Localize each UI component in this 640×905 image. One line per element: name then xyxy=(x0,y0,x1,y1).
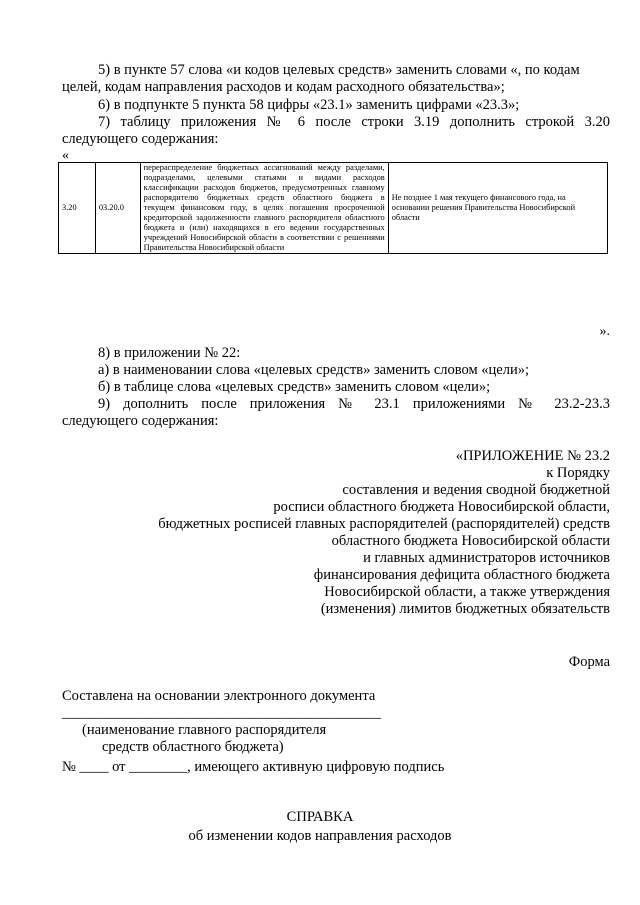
amendment-5-line-1: 5) в пункте 57 слова «и кодов целевых средств» заменить словами «, по кодам xyxy=(98,62,580,78)
row-number: 3.20 xyxy=(59,163,96,254)
table-close-quote: ». xyxy=(599,324,610,339)
table-open-quote: « xyxy=(62,148,69,163)
appendix-line: к Порядку xyxy=(546,465,610,481)
amendment-5-line-2: целей, кодам направления расходов и кодам расходного обязательства»; xyxy=(62,79,505,95)
amendment-9-line-2: следующего содержания: xyxy=(62,413,219,429)
amendment-table xyxy=(58,162,608,254)
amendment-6: 6) в подпункте 5 пункта 58 цифры «23.1» заменить цифрами «23.3»; xyxy=(98,97,520,113)
appendix-line: бюджетных росписей главных распорядителей (распорядителей) средств xyxy=(158,516,610,532)
appendix-line: областного бюджета Новосибирской области xyxy=(331,533,610,549)
basis-number-line: № ____ от ________, имеющего активную цифровую подпись xyxy=(62,759,445,775)
appendix-heading: «ПРИЛОЖЕНИЕ № 23.2 xyxy=(455,448,610,464)
amendment-7-line-1: 7) таблицу приложения № 6 после строки 3.19 дополнить строкой 3.20 xyxy=(98,114,610,130)
basis-caption: (наименование главного распорядителя xyxy=(82,722,327,738)
appendix-line: Новосибирской области, а также утверждения xyxy=(324,584,610,600)
form-label: Форма xyxy=(568,654,610,670)
basis-blank-line: ____________________________________________ xyxy=(62,705,381,721)
row-description: перераспределение бюджетных ассигнований между разделами, подразделами, целевыми статьями и видами расходов классификации расходов бюджетов, предусмотренных главному распорядителю бюджетных средств областного бюджета в текущем финансовом году, в целях погашения просроченной кредиторской задолженности главного распорядителя областного бюджета и (или) находящихся в его ведении государственных учреждений Новосибирской области в соответствии с решениями Правительства Новосибирской области xyxy=(140,163,388,254)
amendment-8a: а) в наименовании слова «целевых средств» заменить словом «цели»; xyxy=(98,362,529,378)
appendix-line: составления и ведения сводной бюджетной xyxy=(342,482,610,498)
basis-line: Составлена на основании электронного документа xyxy=(62,688,376,704)
basis-caption: средств областного бюджета) xyxy=(102,739,284,755)
amendment-7-line-2: следующего содержания: xyxy=(62,131,219,147)
table-row xyxy=(59,163,608,254)
amendment-8b: б) в таблице слова «целевых средств» заменить словом «цели»; xyxy=(98,379,491,395)
appendix-line: (изменения) лимитов бюджетных обязательств xyxy=(320,601,610,617)
document-subtitle: об изменении кодов направления расходов xyxy=(188,828,452,844)
row-code: 03.20.0 xyxy=(95,163,140,254)
appendix-line: росписи областного бюджета Новосибирской области, xyxy=(273,499,610,515)
appendix-line: финансирования дефицита областного бюджета xyxy=(313,567,610,583)
amendment-8: 8) в приложении № 22: xyxy=(98,345,241,361)
document-title: СПРАВКА xyxy=(286,809,354,825)
appendix-line: и главных администраторов источников xyxy=(363,550,610,566)
row-deadline: Не позднее 1 мая текущего финансового года, на основании решения Правительства Новосибирской области xyxy=(388,163,607,254)
amendment-9-line-1: 9) дополнить после приложения № 23.1 приложениями № 23.2-23.3 xyxy=(98,396,610,412)
